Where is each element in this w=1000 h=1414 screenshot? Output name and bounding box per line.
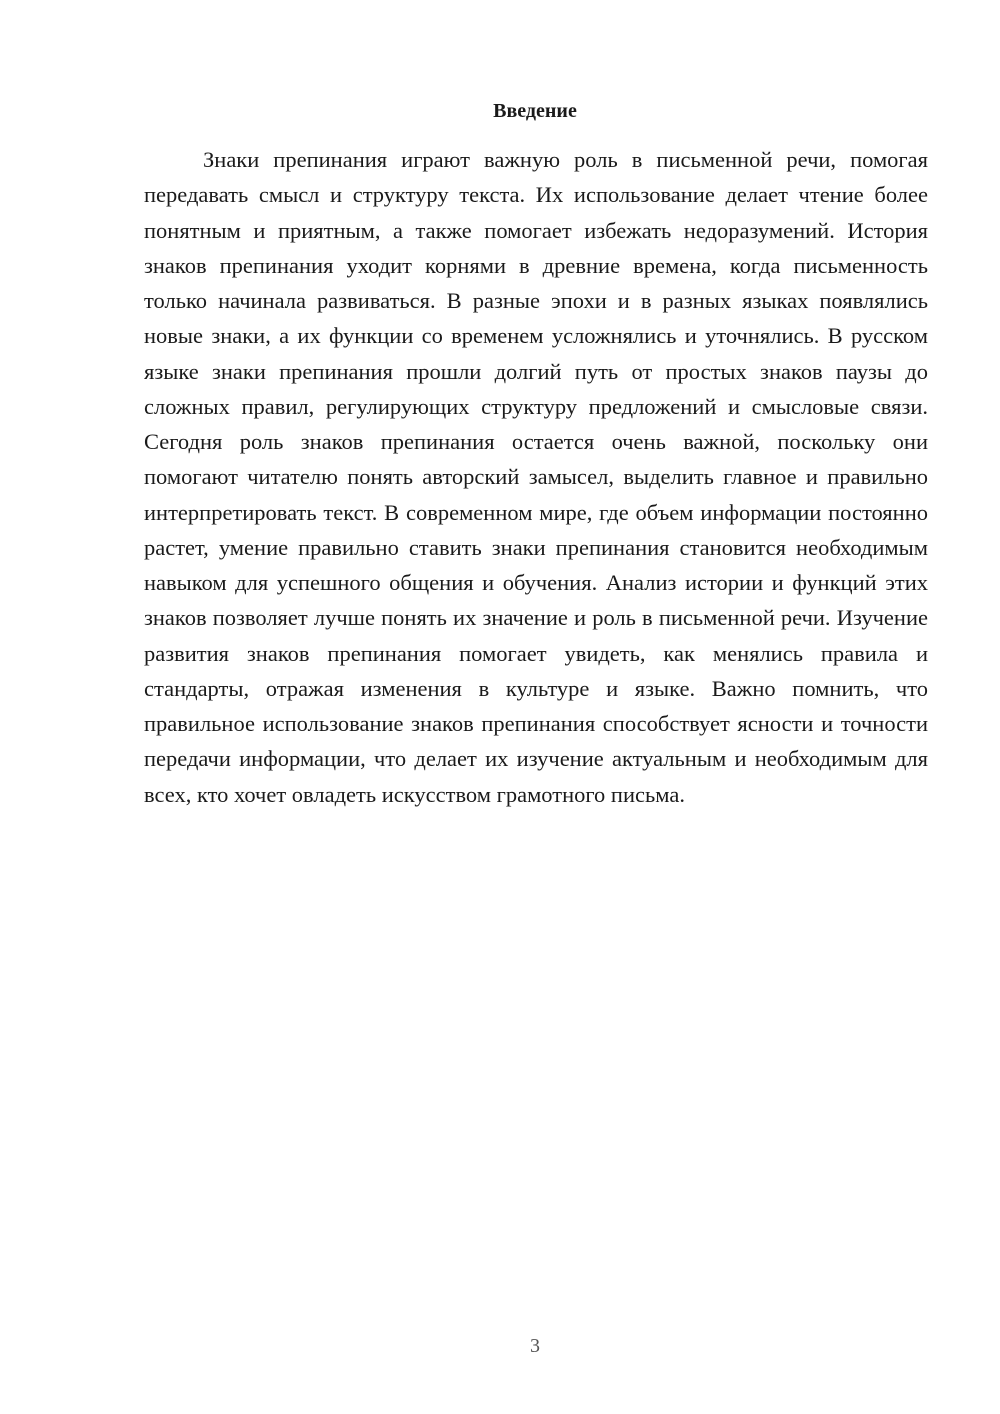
page-number: 3	[530, 1335, 540, 1357]
body-paragraph: Знаки препинания играют важную роль в письменной речи, помогая передавать смысл и структуру текста. Их использование делает чтение более понятным и приятным, а также помогает избежать недоразумений. История знаков препинания уходит корнями в древние времена, когда письменность только начинала развиваться. В разные эпохи и в разных языках появлялись новые знаки, а их функции со временем усложнялись и уточнялись. В русском языке знаки препинания прошли долгий путь от простых знаков паузы до сложных правил, регулирующих структуру предложений и смысловые связи. Сегодня роль знаков препинания остается очень важной, поскольку они помогают читателю понять авторский замысел, выделить главное и правильно интерпретировать текст. В современном мире, где объем информации постоянно растет, умение правильно ставить знаки препинания становится необходимым навыком для успешного общения и обучения. Анализ истории и функций этих знаков позволяет лучше понять их значение и роль в письменной речи. Изучение развития знаков препинания помогает увидеть, как менялись правила и стандарты, отражая изменения в культуре и языке. Важно помнить, что правильное использование знаков препинания способствует ясности и точности передачи информации, что делает их изучение актуальным и необходимым для всех, кто хочет овладеть искусством грамотного письма.	[144, 147, 928, 807]
section-heading: Введение	[493, 100, 577, 122]
